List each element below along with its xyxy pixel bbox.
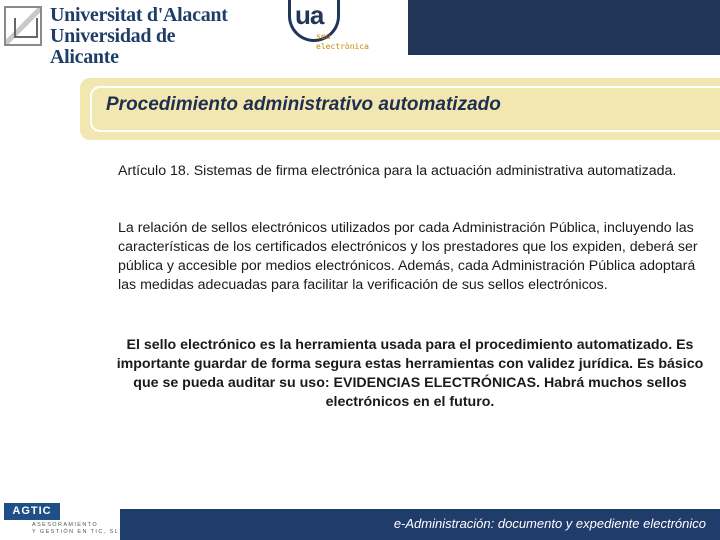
seu-logo-sub-2: electrònica (316, 42, 369, 51)
university-name-es: Universidad de Alicante (50, 25, 176, 68)
header (0, 0, 720, 68)
agtic-label: AGTIC (4, 503, 60, 520)
agtic-logo[interactable] (4, 503, 120, 539)
ua-mark-text: ua (295, 0, 324, 30)
footer-bar (120, 509, 720, 540)
slide-title: Procedimiento administrativo automatizado (106, 94, 501, 115)
university-logo[interactable] (2, 4, 234, 68)
seu-logo-sub-1: seu (316, 32, 331, 41)
header-blue-block (408, 0, 720, 55)
body-paragraph: La relación de sellos electrónicos utilizados por cada Administración Pública, incluyendo las características de los certificados electrónicos y los prestadores que los expiden, deberá ser pública y accesible por medios electrónicos. Además, cada Administración Pública adoptará las medidas adecuadas para facilitar la verificación de sus sellos electrónicos. (118, 220, 698, 293)
seu-electronica-logo[interactable] (286, 0, 396, 55)
university-names (50, 5, 234, 68)
seu-logo-subtitle (316, 32, 369, 52)
highlight-paragraph: El sello electrónico es la herramienta usada para el procedimiento automatizado. Es importante guardar de forma segura estas herramientas con validez jurídica. Es básico que se pueda auditar su uso: EVIDENCIAS ELECTRÓNICAS. Habrá muchos sellos electrónicos en el futuro. (116, 337, 704, 410)
agtic-tagline-1: ASESORAMIENTO (32, 522, 99, 528)
article-paragraph: Artículo 18. Sistemas de firma electrónica para la actuación administrativa automatizada. (118, 163, 677, 179)
agtic-tagline (32, 522, 119, 536)
university-name-ca: Universitat d'Alacant (50, 4, 228, 26)
university-crest-icon (4, 6, 42, 46)
footer-text: e-Administración: documento y expediente electrónico (393, 516, 706, 531)
agtic-tagline-2: Y GESTIÓN EN TIC, SL (32, 529, 120, 535)
